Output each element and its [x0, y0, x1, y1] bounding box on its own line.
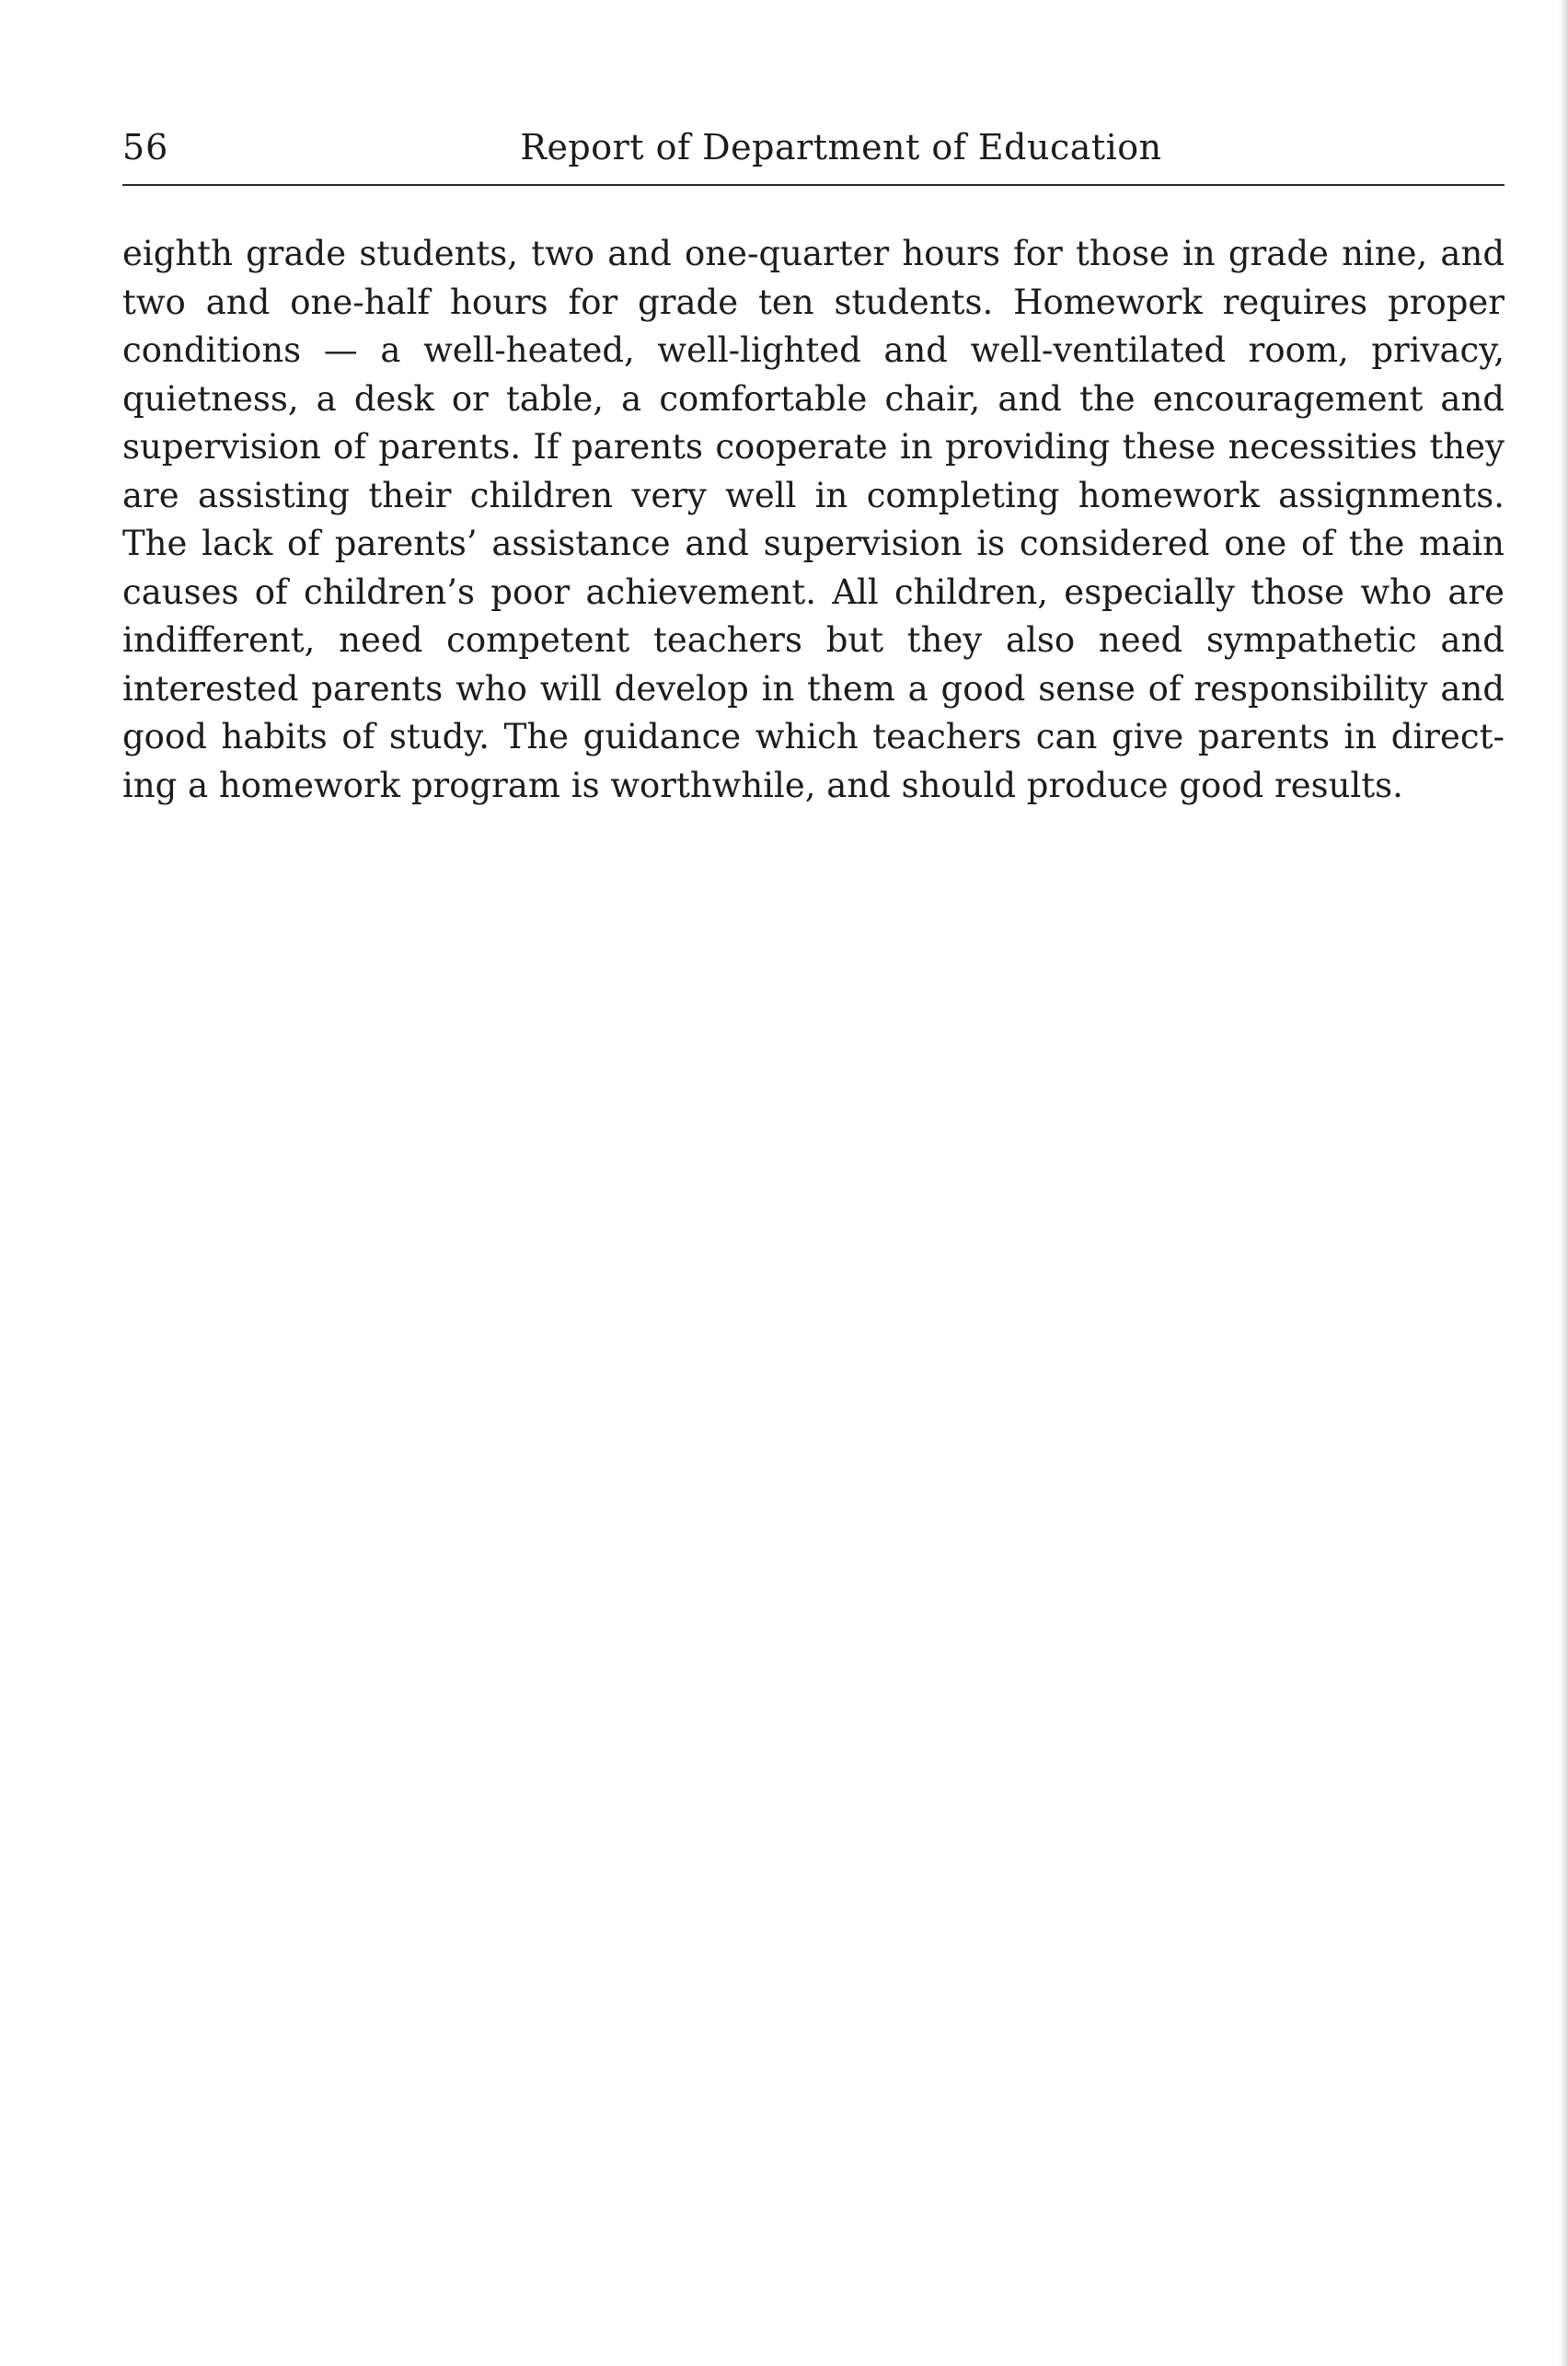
header-rule	[122, 184, 1505, 186]
page-number: 56	[122, 127, 169, 167]
body-paragraph: eighth grade students, two and one-quarter hours for those in grade nine, and two and one-half hours for grade ten students. Homework requires proper conditions — a well-heated, well-lighted and well-ventilated room, privacy, quietness, a desk or table, a comfortable chair, and the encouragement and supervision of parents. If parents cooperate in providing these necessities they are assisting their children very well in completing homework assignments. The lack of parents’ assistance and supervision is considered one of the main causes of children’s poor achievement. All children, especially those who are indifferent, need competent teachers but they also need sympathetic and interested parents who will develop in them a good sense of responsibility and good habits of study. The guidance which teachers can give parents in directing a homework program is worthwhile, and should produce good results.	[122, 234, 1505, 805]
page-edge-shadow	[1559, 0, 1568, 2366]
running-head	[122, 120, 1505, 175]
running-title: Report of Department of Education	[520, 127, 1162, 167]
